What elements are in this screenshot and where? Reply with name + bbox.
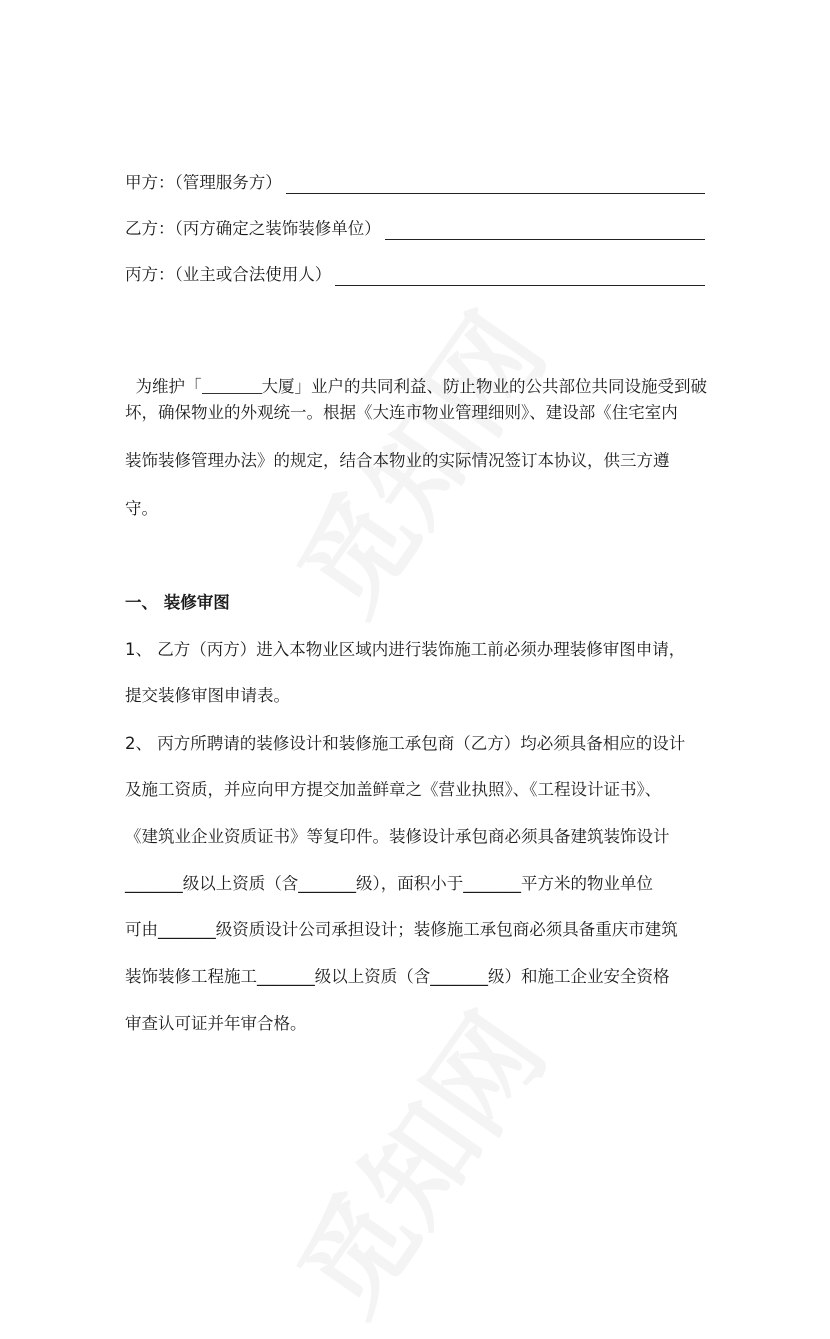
clause-line: 提交装修审图申请表。 [125, 686, 290, 705]
party-c-blank[interactable] [335, 267, 705, 286]
building-name-blank[interactable] [202, 377, 262, 394]
clause-line: 2、 丙方所聘请的装修设计和装修施工承包商（乙方）均必须具备相应的设计 [125, 734, 686, 753]
party-a-label: 甲方：（管理服务方） [125, 173, 282, 192]
party-b-blank[interactable] [385, 221, 705, 240]
clause-line: 《建筑业企业资质证书》等复印件。装修设计承包商必须具备建筑装饰设计 [125, 827, 670, 846]
party-b-label: 乙方：（丙方确定之装饰装修单位） [125, 219, 381, 238]
party-a-field[interactable] [125, 172, 705, 194]
party-c-field[interactable] [125, 264, 705, 286]
preamble-line [125, 354, 707, 398]
preamble-text: 为维护「 [135, 377, 202, 396]
party-b-field[interactable] [125, 218, 705, 240]
preamble-text: 大厦」业户的共同利益、防止物业的公共部位共同设施受到破 [261, 377, 707, 396]
preamble-line: 坏，确保物业的外观统一。根据《大连市物业管理细则》、建设部《住宅室内 [125, 403, 678, 422]
clause-line: 审查认可证并年审合格。 [125, 1014, 307, 1033]
clause-line: _______级以上资质（含_______级），面积小于_______平方米的物业单位 [125, 874, 653, 893]
clause-line: 装饰装修工程施工_______级以上资质（含_______级）和施工企业安全资格 [125, 967, 670, 986]
section-heading: 一、 装修审图 [125, 593, 230, 612]
clause-line: 1、 乙方（丙方）进入本物业区域内进行装饰施工前必须办理装修审图申请， [125, 640, 686, 659]
party-c-label: 丙方：（业主或合法使用人） [125, 265, 332, 284]
party-a-blank[interactable] [286, 175, 705, 194]
preamble-line: 守。 [125, 499, 158, 518]
preamble-line: 装饰装修管理办法》的规定，结合本物业的实际情况签订本协议，供三方遵 [125, 451, 670, 470]
clause-line: 可由_______级资质设计公司承担设计；装修施工承包商必须具备重庆市建筑 [125, 920, 678, 939]
clause-line: 及施工资质，并应向甲方提交加盖鲜章之《营业执照》、《工程设计证书》、 [125, 780, 662, 799]
